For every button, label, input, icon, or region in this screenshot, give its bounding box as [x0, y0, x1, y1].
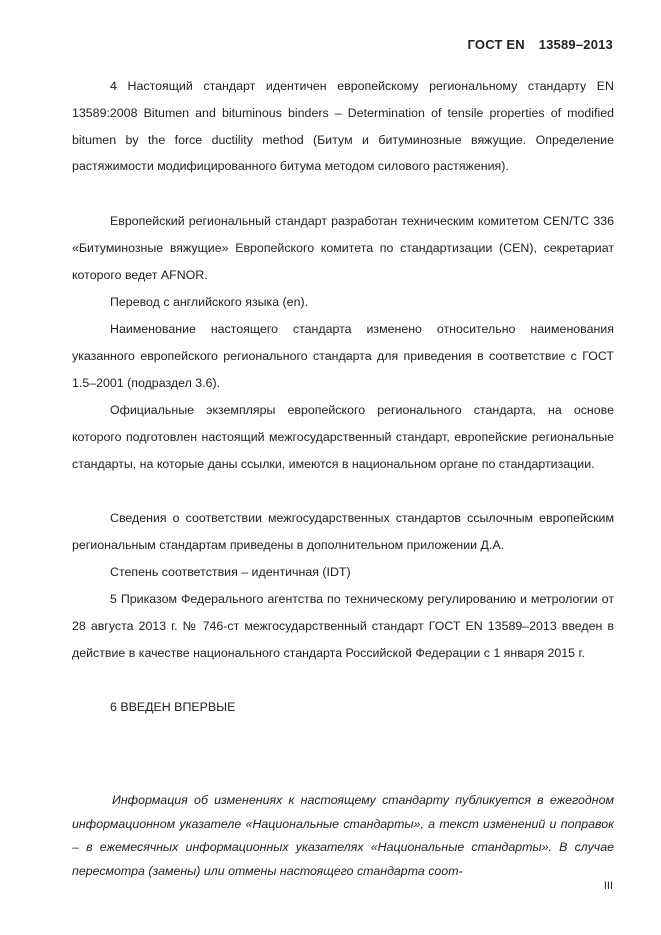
paragraph-item-5: 5 Приказом Федерального агентства по техническому регулированию и метрологии от 28 августа 2013 г. № 746-ст межгосударственный стандарт ГОСТ EN 13589–2013 введен в действие в качестве национального стандарта Российской Федерации с 1 января 2015 г. — [72, 592, 614, 660]
paragraph-conformity-info: Сведения о соответствии межгосударственных стандартов ссылочным европейским региональным стандартам приведены в дополнительном приложении Д.А. — [72, 511, 614, 552]
standard-code: ГОСТ EN — [467, 37, 525, 52]
info-note: Информация об изменениях к настоящему стандарту публикуется в ежегодном информационном указателе «Национальные стандарты», а текст изменений и поправок – в ежемесячных информационных указателях «Национальные стандарты». В случае пересмотра (замены) или отмены настоящего стандарта соот- — [72, 793, 614, 878]
paragraph-name-change: Наименование настоящего стандарта изменено относительно наименования указанного европейского регионального стандарта для приведения в соответствие с ГОСТ 1.5–2001 (подраздел 3.6). — [72, 322, 614, 390]
page-number: III — [603, 880, 613, 892]
document-header — [467, 37, 613, 52]
paragraph-european-standard: Европейский региональный стандарт разработан техническим комитетом CEN/TC 336 «Битуминозные вяжущие» Европейского комитета по стандартизации (CEN), секретариат которого ведет AFNOR. — [72, 214, 614, 282]
standard-number: 13589–2013 — [538, 37, 613, 52]
paragraph-official-copies: Официальные экземпляры европейского регионального стандарта, на основе которого подготовлен настоящий межгосударственный стандарт, европейские региональные стандарты, на которые даны ссылки, имеются в национальном органе по стандартизации. — [72, 403, 614, 471]
paragraph-translation: Перевод с английского языка (en). — [110, 295, 309, 309]
paragraph-item-6: 6 ВВЕДЕН ВПЕРВЫЕ — [110, 700, 236, 714]
paragraph-item-4: 4 Настоящий стандарт идентичен европейскому региональному стандарту EN 13589:2008 Bitumen and bituminous binders – Determination of tensile properties of modified bitumen by the force ductility method (Битум и битуминозные вяжущие. Определение растяжимости модифицированного битума методом силового растяжения). — [72, 79, 614, 174]
paragraph-conformity-degree: Степень соответствия – идентичная (IDT) — [110, 565, 351, 579]
